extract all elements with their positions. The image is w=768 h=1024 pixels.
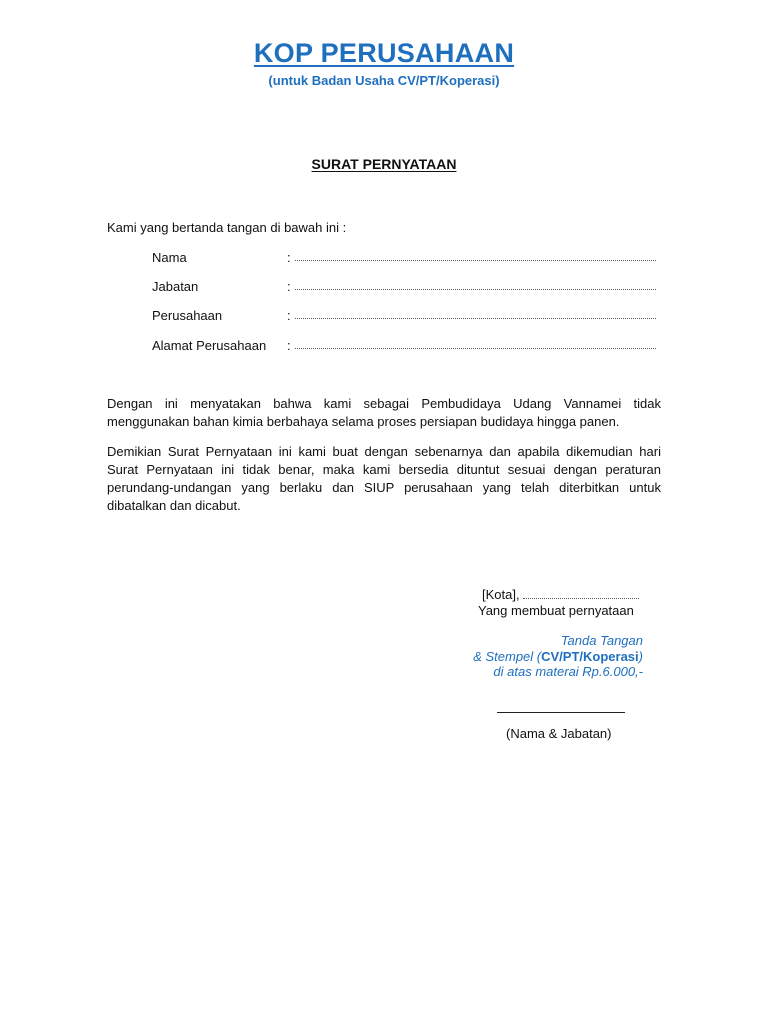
ttd-line-1: Tanda Tangan <box>560 633 643 648</box>
closing-paragraph: Demikian Surat Pernyataan ini kami buat dengan sebenarnya dan apabila dikemudian hari Surat Pernyataan ini tidak benar, maka kami bersedia dituntut sesuai dengan peraturan perundang-undangan yang berlaku dan SIUP perusahaan yang telah diterbitkan untuk dibatalkan dan dicabut. <box>107 444 661 513</box>
field-row-nama <box>152 250 662 268</box>
ttd-entity: CV/PT/Koperasi <box>541 649 639 664</box>
date-dotted-line[interactable] <box>523 598 639 599</box>
kota-label: [Kota], <box>482 587 520 602</box>
statement-paragraph: Dengan ini menyatakan bahwa kami sebagai Pembudidaya Udang Vannamei tidak menggunakan bahan kimia berbahaya selama proses persiapan budidaya hingga panen. <box>107 396 661 429</box>
ttd-prefix: & Stempel ( <box>473 649 542 664</box>
field-label: Jabatan <box>152 279 199 294</box>
signature-line[interactable] <box>497 712 625 713</box>
kop-subtitle: (untuk Badan Usaha CV/PT/Koperasi) <box>268 73 500 88</box>
field-dotted-line[interactable] <box>295 289 656 290</box>
field-label: Nama <box>152 250 187 265</box>
name-position-label: (Nama & Jabatan) <box>506 726 612 741</box>
document-title: SURAT PERNYATAAN <box>311 156 457 172</box>
intro-text: Kami yang bertanda tangan di bawah ini : <box>107 220 347 235</box>
field-label: Alamat Perusahaan <box>152 338 267 353</box>
field-colon: : <box>287 338 291 353</box>
kota-date-line <box>482 587 639 602</box>
field-colon: : <box>287 250 291 265</box>
field-dotted-line[interactable] <box>295 318 656 319</box>
field-row-alamat <box>152 338 662 356</box>
ttd-line-3: di atas materai Rp.6.000,- <box>493 664 643 679</box>
field-dotted-line[interactable] <box>295 260 656 261</box>
field-dotted-line[interactable] <box>295 348 656 349</box>
field-colon: : <box>287 308 291 323</box>
ttd-line-2 <box>440 649 643 664</box>
maker-label: Yang membuat pernyataan <box>478 603 634 618</box>
field-colon: : <box>287 279 291 294</box>
kop-title: KOP PERUSAHAAN <box>253 38 515 68</box>
field-row-perusahaan <box>152 308 662 326</box>
field-row-jabatan <box>152 279 662 297</box>
field-label: Perusahaan <box>152 308 223 323</box>
ttd-suffix: ) <box>638 649 643 664</box>
